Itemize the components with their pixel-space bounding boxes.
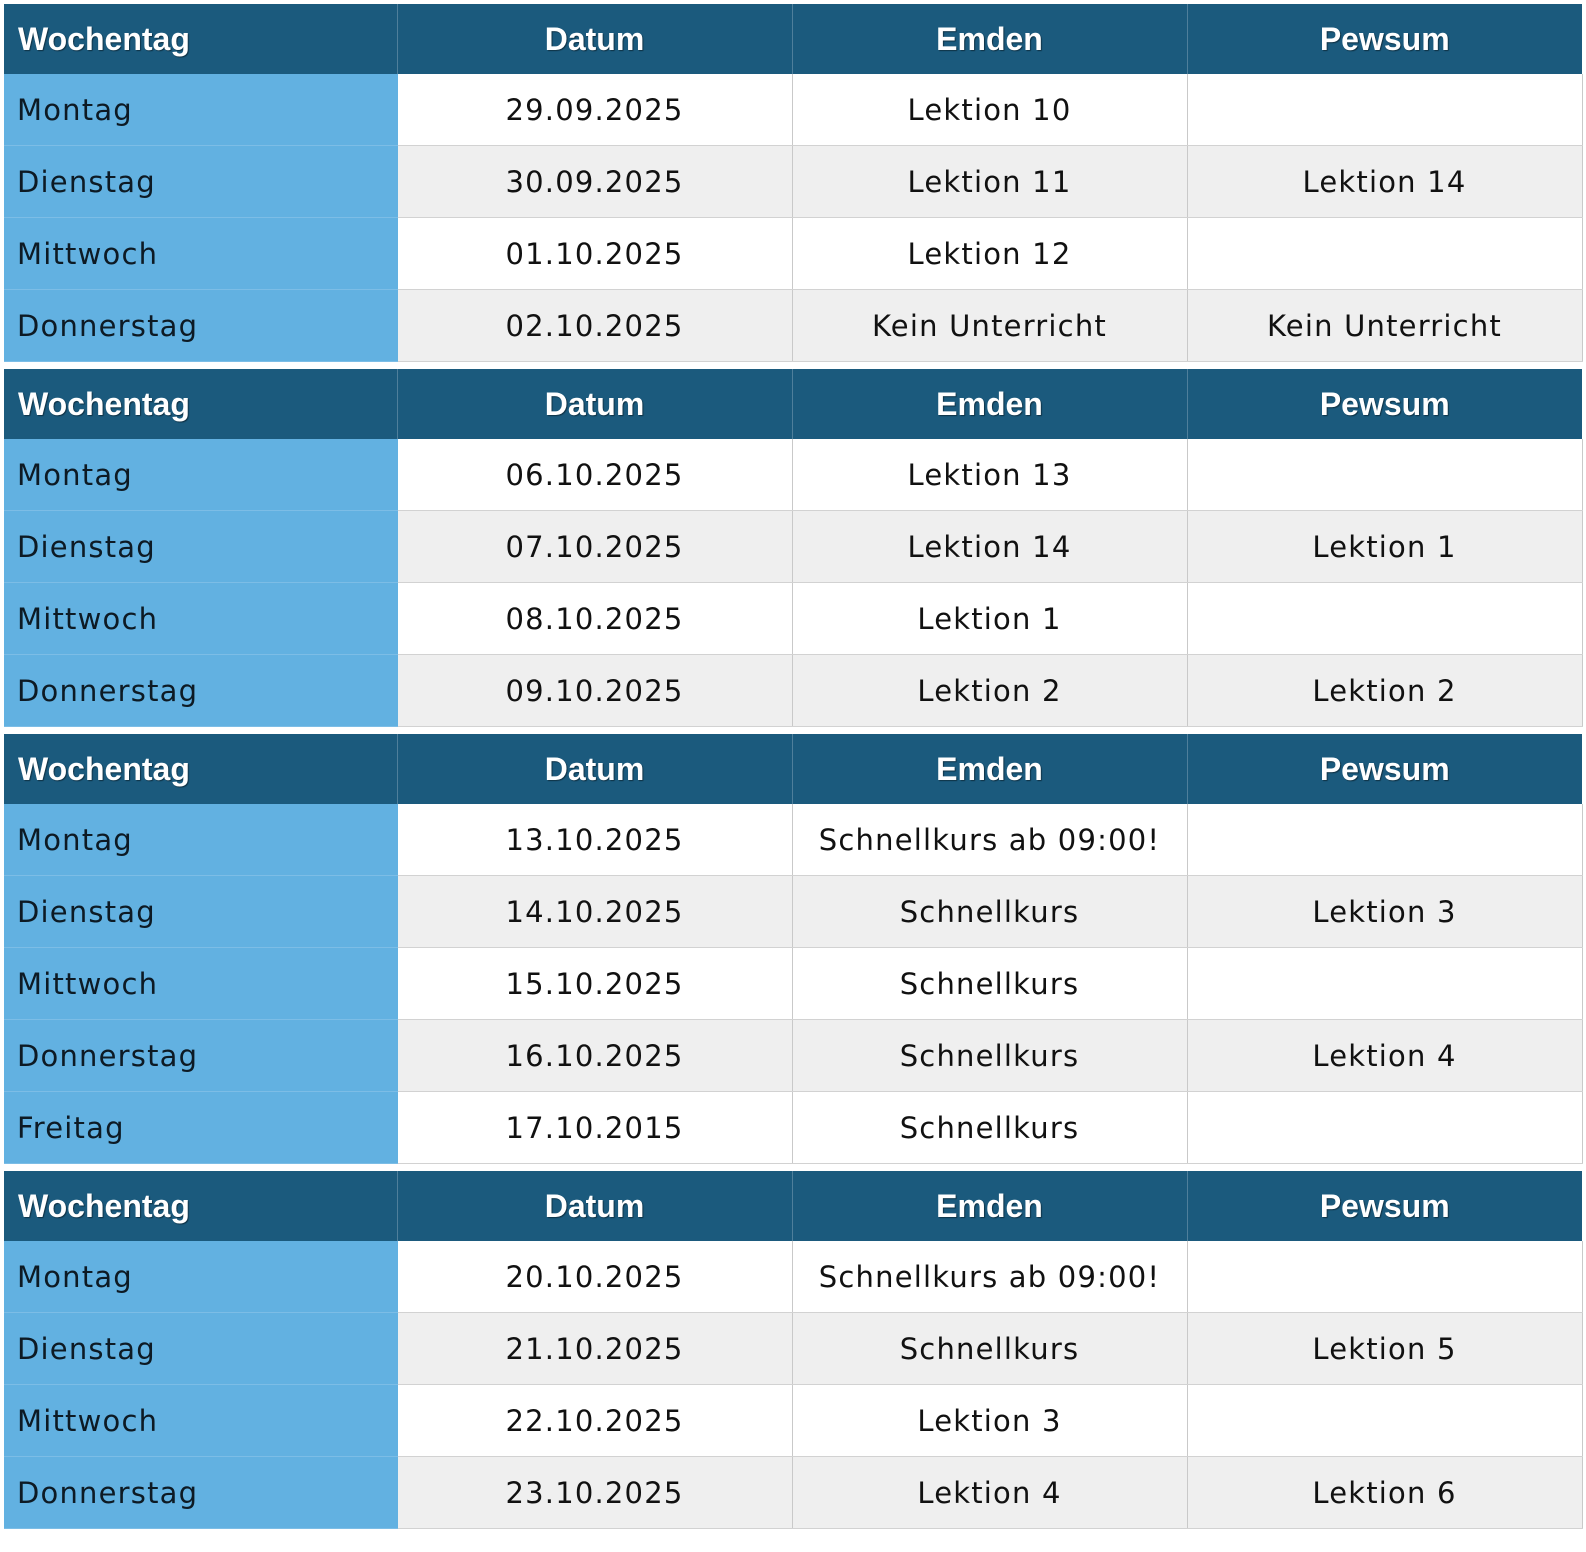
cell-weekday: Montag	[4, 804, 397, 876]
cell-weekday: Mittwoch	[4, 583, 397, 655]
table-row	[4, 74, 1582, 146]
cell-pewsum: Kein Unterricht	[1187, 290, 1582, 362]
cell-pewsum	[1187, 1241, 1582, 1313]
header-pewsum: Pewsum	[1187, 734, 1582, 804]
cell-pewsum: Lektion 3	[1187, 876, 1582, 948]
cell-date: 30.09.2025	[397, 146, 792, 218]
cell-weekday: Montag	[4, 1241, 397, 1313]
cell-emden: Schnellkurs	[792, 1020, 1187, 1092]
table-row	[4, 1241, 1582, 1313]
table-row	[4, 876, 1582, 948]
table-row	[4, 948, 1582, 1020]
cell-pewsum: Lektion 14	[1187, 146, 1582, 218]
week-table-1	[4, 4, 1583, 362]
header-emden: Emden	[792, 734, 1187, 804]
cell-emden: Lektion 13	[792, 439, 1187, 511]
cell-pewsum	[1187, 1385, 1582, 1457]
cell-weekday: Donnerstag	[4, 1457, 397, 1529]
cell-date: 17.10.2015	[397, 1092, 792, 1164]
header-weekday: Wochentag	[4, 369, 397, 439]
cell-weekday: Donnerstag	[4, 290, 397, 362]
cell-emden: Schnellkurs ab 09:00!	[792, 804, 1187, 876]
cell-weekday: Dienstag	[4, 511, 397, 583]
week-table-2	[4, 369, 1583, 727]
cell-pewsum: Lektion 5	[1187, 1313, 1582, 1385]
cell-date: 29.09.2025	[397, 74, 792, 146]
cell-pewsum	[1187, 1092, 1582, 1164]
cell-emden: Lektion 11	[792, 146, 1187, 218]
cell-date: 23.10.2025	[397, 1457, 792, 1529]
cell-date: 02.10.2025	[397, 290, 792, 362]
table-row	[4, 1092, 1582, 1164]
header-date: Datum	[397, 4, 792, 74]
cell-pewsum	[1187, 583, 1582, 655]
cell-emden: Kein Unterricht	[792, 290, 1187, 362]
cell-pewsum	[1187, 74, 1582, 146]
cell-pewsum: Lektion 4	[1187, 1020, 1582, 1092]
table-row	[4, 804, 1582, 876]
table-row	[4, 290, 1582, 362]
header-row	[4, 1171, 1582, 1241]
header-pewsum: Pewsum	[1187, 4, 1582, 74]
header-date: Datum	[397, 369, 792, 439]
table-row	[4, 511, 1582, 583]
cell-weekday: Dienstag	[4, 146, 397, 218]
header-date: Datum	[397, 1171, 792, 1241]
cell-emden: Schnellkurs	[792, 1092, 1187, 1164]
cell-emden: Lektion 12	[792, 218, 1187, 290]
cell-date: 07.10.2025	[397, 511, 792, 583]
cell-date: 15.10.2025	[397, 948, 792, 1020]
cell-pewsum: Lektion 1	[1187, 511, 1582, 583]
cell-weekday: Dienstag	[4, 1313, 397, 1385]
cell-emden: Schnellkurs	[792, 1313, 1187, 1385]
cell-emden: Lektion 3	[792, 1385, 1187, 1457]
header-weekday: Wochentag	[4, 734, 397, 804]
cell-weekday: Montag	[4, 439, 397, 511]
cell-pewsum: Lektion 2	[1187, 655, 1582, 727]
cell-date: 13.10.2025	[397, 804, 792, 876]
cell-emden: Lektion 14	[792, 511, 1187, 583]
cell-pewsum	[1187, 804, 1582, 876]
header-date: Datum	[397, 734, 792, 804]
header-row	[4, 369, 1582, 439]
table-row	[4, 1313, 1582, 1385]
cell-date: 01.10.2025	[397, 218, 792, 290]
cell-emden: Schnellkurs	[792, 876, 1187, 948]
header-row	[4, 734, 1582, 804]
header-weekday: Wochentag	[4, 4, 397, 74]
cell-date: 06.10.2025	[397, 439, 792, 511]
cell-emden: Schnellkurs	[792, 948, 1187, 1020]
header-weekday: Wochentag	[4, 1171, 397, 1241]
cell-weekday: Mittwoch	[4, 948, 397, 1020]
week-table-4	[4, 1171, 1583, 1529]
cell-pewsum	[1187, 948, 1582, 1020]
cell-date: 09.10.2025	[397, 655, 792, 727]
table-row	[4, 1385, 1582, 1457]
cell-date: 21.10.2025	[397, 1313, 792, 1385]
header-pewsum: Pewsum	[1187, 1171, 1582, 1241]
header-pewsum: Pewsum	[1187, 369, 1582, 439]
header-emden: Emden	[792, 369, 1187, 439]
cell-weekday: Mittwoch	[4, 1385, 397, 1457]
header-emden: Emden	[792, 1171, 1187, 1241]
table-row	[4, 439, 1582, 511]
cell-date: 14.10.2025	[397, 876, 792, 948]
table-row	[4, 1020, 1582, 1092]
header-row	[4, 4, 1582, 74]
cell-pewsum	[1187, 218, 1582, 290]
schedule-container	[4, 4, 1582, 1536]
table-row	[4, 146, 1582, 218]
cell-date: 16.10.2025	[397, 1020, 792, 1092]
cell-emden: Lektion 10	[792, 74, 1187, 146]
week-table-3	[4, 734, 1583, 1164]
cell-emden: Schnellkurs ab 09:00!	[792, 1241, 1187, 1313]
header-emden: Emden	[792, 4, 1187, 74]
cell-weekday: Mittwoch	[4, 218, 397, 290]
cell-date: 22.10.2025	[397, 1385, 792, 1457]
cell-weekday: Montag	[4, 74, 397, 146]
cell-date: 20.10.2025	[397, 1241, 792, 1313]
table-row	[4, 1457, 1582, 1529]
cell-emden: Lektion 4	[792, 1457, 1187, 1529]
table-row	[4, 655, 1582, 727]
cell-pewsum: Lektion 6	[1187, 1457, 1582, 1529]
table-row	[4, 583, 1582, 655]
cell-weekday: Donnerstag	[4, 1020, 397, 1092]
cell-date: 08.10.2025	[397, 583, 792, 655]
cell-weekday: Dienstag	[4, 876, 397, 948]
cell-emden: Lektion 1	[792, 583, 1187, 655]
table-row	[4, 218, 1582, 290]
cell-weekday: Donnerstag	[4, 655, 397, 727]
cell-pewsum	[1187, 439, 1582, 511]
cell-weekday: Freitag	[4, 1092, 397, 1164]
cell-emden: Lektion 2	[792, 655, 1187, 727]
